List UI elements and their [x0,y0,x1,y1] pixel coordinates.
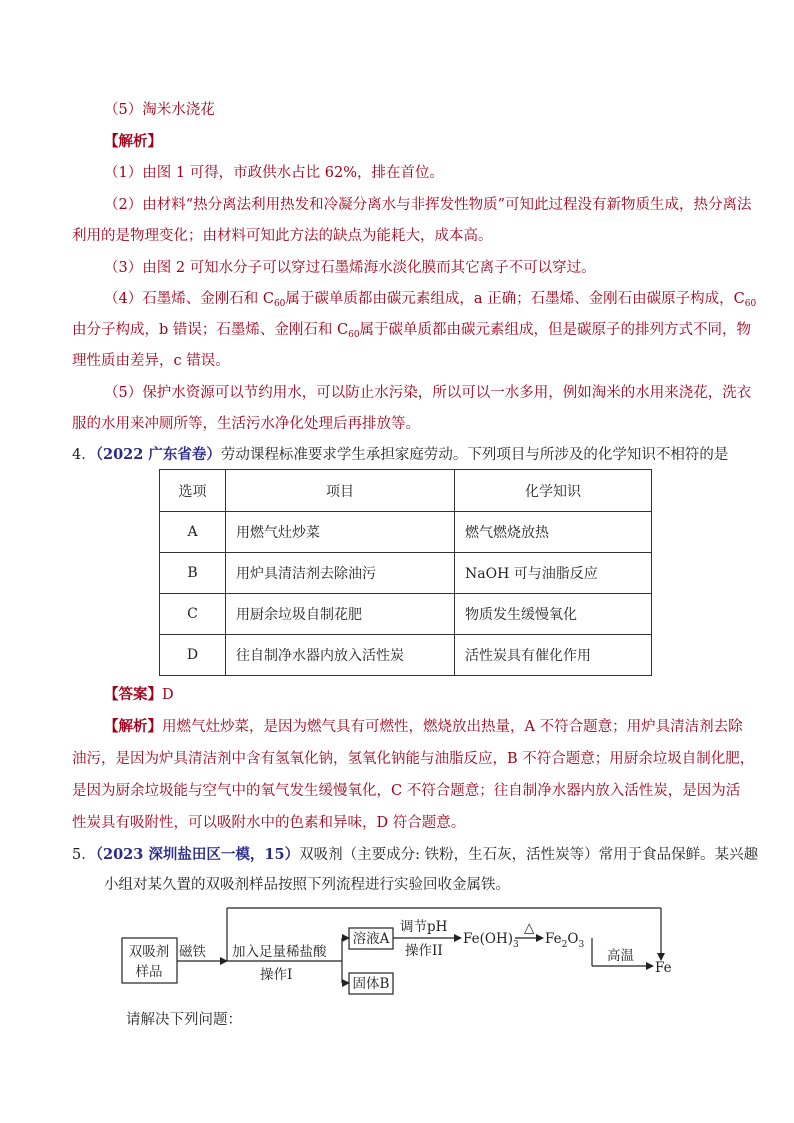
adjust-ph-label: 调节pH [400,919,448,935]
magnet-label: 磁铁 [179,944,206,960]
table-cell: 用炉具清洁剂去除油污 [226,553,455,594]
q3-analysis-4-line2: 由分子构成，b 错误；石墨烯、金刚石和 $C_{60}$属于碳单质都由碳元素组成，但是碳原子的排列方式不同，物 [72,322,752,340]
q4-analysis-line2: 油污，是因为炉具清洁剂中含有氢氧化钠，氢氧化钠能与油脂反应，B 不符合题意；用厨余垃圾自制化肥， [72,751,755,767]
q3-analysis-1: （1）由图 1 可得，市政供水占比 62%，排在首位。 [104,165,445,181]
table-row [160,553,652,594]
q3-analysis-2-line2: 利用的是物理变化；由材料可知此方法的缺点为能耗大，成本高。 [72,228,493,244]
q3-analysis-5-line1: （5）保护水资源可以节约用水，可以防止水污染，所以可以一水多用，例如淘米的水用来浇花，洗衣 [104,385,752,401]
q5-stem-line2: 小组对某久置的双吸剂样品按照下列流程进行实验回收金属铁。 [104,877,510,893]
table-cell: D [160,635,226,676]
table-cell: 活性炭具有催化作用 [455,635,652,676]
table-cell: B [160,553,226,594]
q5-prompt: 请解决下列问题： [126,1012,242,1028]
q3-analysis-heading: 【解析】 [104,133,162,150]
q3-analysis-4-line3: 理性质由差异，c 错误。 [72,353,230,369]
q4-stem: 4．（2022 广东省卷）劳动课程标准要求学生承担家庭劳动。下列项目与所涉及的化学知识不相符的是 [72,446,729,463]
add-acid-label: 加入足量稀盐酸 [232,944,327,960]
table-header-cell: 选项 [160,470,226,512]
sample-label-1: 双吸剂 [128,944,170,960]
q3-item5: （5）淘米水浇花 [104,102,215,118]
table-cell: A [160,512,226,553]
q4-answer: 【答案】D [104,686,174,703]
op2-label: 操作II [405,943,443,959]
q3-analysis-4-line1: （4）石墨烯、金刚石和 $C_{60}$属于碳单质都由碳元素组成，a 正确；石墨烯、金刚石由碳原子构成，$C_{60}$ [104,291,757,309]
feoh3-label: $Fe(OH)_3$ [463,931,519,950]
high-temp-label: 高温 [607,948,634,964]
heat-symbol: △ [524,920,535,936]
q4-analysis-line3: 是因为厨余垃圾能与空气中的氧气发生缓慢氧化，C 不符合题意；往自制净水器内放入活性炭，是因为活 [72,783,741,799]
fe2o3-label: $Fe_2O_3$ [545,931,585,950]
solid-b-label: 固体B [352,976,390,992]
sample-label-2: 样品 [135,964,163,980]
table-cell: NaOH 可与油脂反应 [455,553,652,594]
q4-analysis-line1: 【解析】用燃气灶炒菜，是因为燃气具有可燃性，燃烧放出热量，A 不符合题意；用炉具清洁剂去除 [104,718,743,735]
q3-analysis-2-line1: （2）由材料“热分离法利用热发和冷凝分离水与非挥发性物质”可知此过程没有新物质生成，热分离法 [104,197,752,213]
fe-product-label: Fe [655,960,672,976]
q5-stem-line1: 5．（2023 深圳盐田区一模，15）双吸剂（主要成分: 铁粉，生石灰，活性炭等）常用于食品保鲜。某兴趣 [72,846,759,863]
table-cell: C [160,594,226,635]
q5-flow-diagram [115,902,685,997]
solution-a-label: 溶液A [352,931,390,947]
q4-options-table [159,469,652,676]
table-cell: 燃气燃烧放热 [455,512,652,553]
table-header-cell: 化学知识 [455,470,652,512]
q4-analysis-line4: 性炭具有吸附性，可以吸附水中的色素和异味，D 符合题意。 [72,815,466,831]
table-cell: 物质发生缓慢氧化 [455,594,652,635]
table-row [160,594,652,635]
q3-analysis-5-line2: 服的水用来冲厕所等，生活污水净化处理后再排放等。 [72,416,420,432]
table-row [160,635,652,676]
table-row [160,512,652,553]
table-header-row [160,470,652,512]
table-header-cell: 项目 [226,470,455,512]
table-cell: 往自制净水器内放入活性炭 [226,635,455,676]
table-cell: 用厨余垃圾自制花肥 [226,594,455,635]
op1-label: 操作I [260,967,293,983]
q3-analysis-3: （3）由图 2 可知水分子可以穿过石墨烯海水淡化膜而其它离子不可以穿过。 [104,260,596,276]
table-cell: 用燃气灶炒菜 [226,512,455,553]
